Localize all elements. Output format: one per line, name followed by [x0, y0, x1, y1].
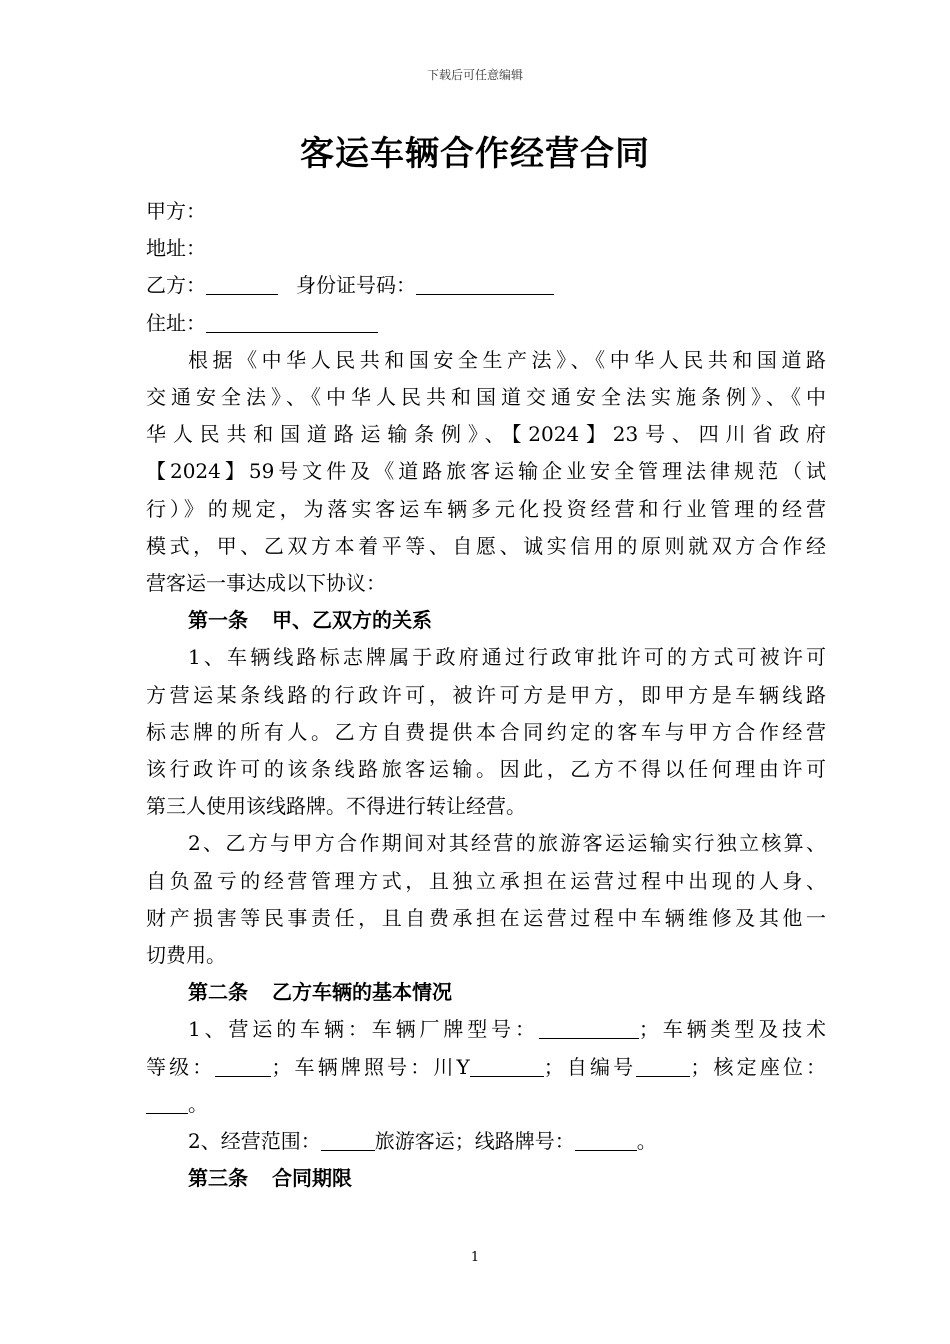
- article-1-item-1-line: 1、车辆线路标志牌属于政府通过行政审批许可的方式可被许可: [188, 645, 826, 670]
- preamble-line: 交通安全法》、《中华人民共和国道交通安全法实施条例》、《中: [146, 385, 826, 410]
- page-number: 1: [470, 1250, 480, 1265]
- address-label: 地址：: [146, 236, 206, 261]
- article-1-item-2-line: 自负盈亏的经营管理方式，且独立承担在运营过程中出现的人身、: [146, 868, 826, 893]
- article-1-item-1-line: 第三人使用该线路牌。不得进行转让经营。: [146, 794, 526, 819]
- article-1-heading: [146, 602, 826, 639]
- header-note: 下载后可任意编辑: [426, 68, 523, 82]
- article-1-item-2-line: 财产损害等民事责任，且自费承担在运营过程中车辆维修及其他一: [146, 905, 826, 930]
- article-1-item-1-line: 该行政许可的该条线路旅客运输。因此，乙方不得以任何理由许可: [146, 757, 826, 782]
- vehicle-model-label: 1、营运的车辆：车辆厂牌型号：: [188, 1017, 539, 1042]
- article-1-number: 第一条: [188, 608, 248, 633]
- party-a-label: 甲方：: [146, 199, 206, 223]
- residence-line: [146, 305, 826, 342]
- party-b-blank: [206, 272, 278, 295]
- article-1-item-1-line: 方营运某条线路的行政许可，被许可方是甲方，即甲方是车辆线路: [146, 682, 826, 707]
- plate-label: ；车辆牌照号：川Y: [271, 1054, 470, 1079]
- preamble-line: 【2024】59号文件及《道路旅客运输企业安全管理法律规范（试: [146, 459, 826, 484]
- document-body: [146, 193, 826, 1197]
- vehicle-type-label: ；车辆类型及技术: [638, 1017, 827, 1042]
- article-1-item-2-line: 2、乙方与甲方合作期间对其经营的旅游客运运输实行独立核算、: [188, 831, 826, 856]
- article-1-item-2-line: 切费用。: [146, 943, 226, 968]
- article-2-heading: [146, 974, 826, 1011]
- vehicle-model-blank: [539, 1016, 639, 1039]
- grade-label: 等级：: [146, 1054, 216, 1079]
- document-title: 客运车辆合作经营合同: [300, 134, 650, 174]
- article-2-title: 乙方车辆的基本情况: [272, 980, 452, 1005]
- article-3-number: 第三条: [188, 1166, 248, 1191]
- residence-blank: [206, 310, 378, 333]
- serial-label: ；自编号: [543, 1054, 637, 1079]
- preamble-line: 根据《中华人民共和国安全生产法》、《中华人民共和国道路: [188, 347, 826, 372]
- preamble-line: 华人民共和国道路运输条例》、【2024】23号、四川省政府: [146, 422, 826, 447]
- id-number-blank: [416, 272, 554, 295]
- party-b-line: [146, 267, 826, 304]
- seats-blank: [146, 1091, 188, 1114]
- preamble-line: 模式，甲、乙双方本着平等、自愿、诚实信用的原则就双方合作经: [146, 533, 826, 558]
- period: 。: [188, 1091, 208, 1116]
- article-3-title: 合同期限: [272, 1166, 352, 1191]
- address-line: [146, 230, 826, 267]
- plate-blank: [470, 1054, 544, 1077]
- article-2-item-1-line: [146, 1011, 826, 1048]
- id-label: 身份证号码：: [296, 273, 416, 298]
- article-2-number: 第二条: [188, 980, 248, 1005]
- party-a-line: [146, 193, 826, 230]
- scope-blank: [321, 1128, 375, 1151]
- party-b-label: 乙方：: [146, 273, 206, 298]
- article-1-item-1-line: 标志牌的所有人。乙方自费提供本合同约定的客车与甲方合作经营: [146, 719, 826, 744]
- article-2-item-2-line: [146, 1123, 826, 1160]
- residence-label: 住址：: [146, 310, 206, 335]
- article-2-item-1-line: [146, 1049, 826, 1086]
- route-label: 旅游客运；线路牌号：: [374, 1129, 575, 1154]
- scope-label: 2、经营范围：: [188, 1129, 321, 1154]
- serial-blank: [636, 1054, 690, 1077]
- period: 。: [636, 1129, 657, 1154]
- grade-blank: [215, 1054, 271, 1077]
- preamble-line: 行）》的规定，为落实客运车辆多元化投资经营和行业管理的经营: [146, 496, 826, 521]
- article-3-heading: [146, 1160, 826, 1197]
- preamble-line: 营客运一事达成以下协议：: [146, 571, 386, 596]
- article-2-item-1-line: [146, 1086, 826, 1123]
- seats-label: ；核定座位：: [690, 1054, 827, 1079]
- article-1-title: 甲、乙双方的关系: [272, 608, 432, 633]
- route-blank: [575, 1128, 637, 1151]
